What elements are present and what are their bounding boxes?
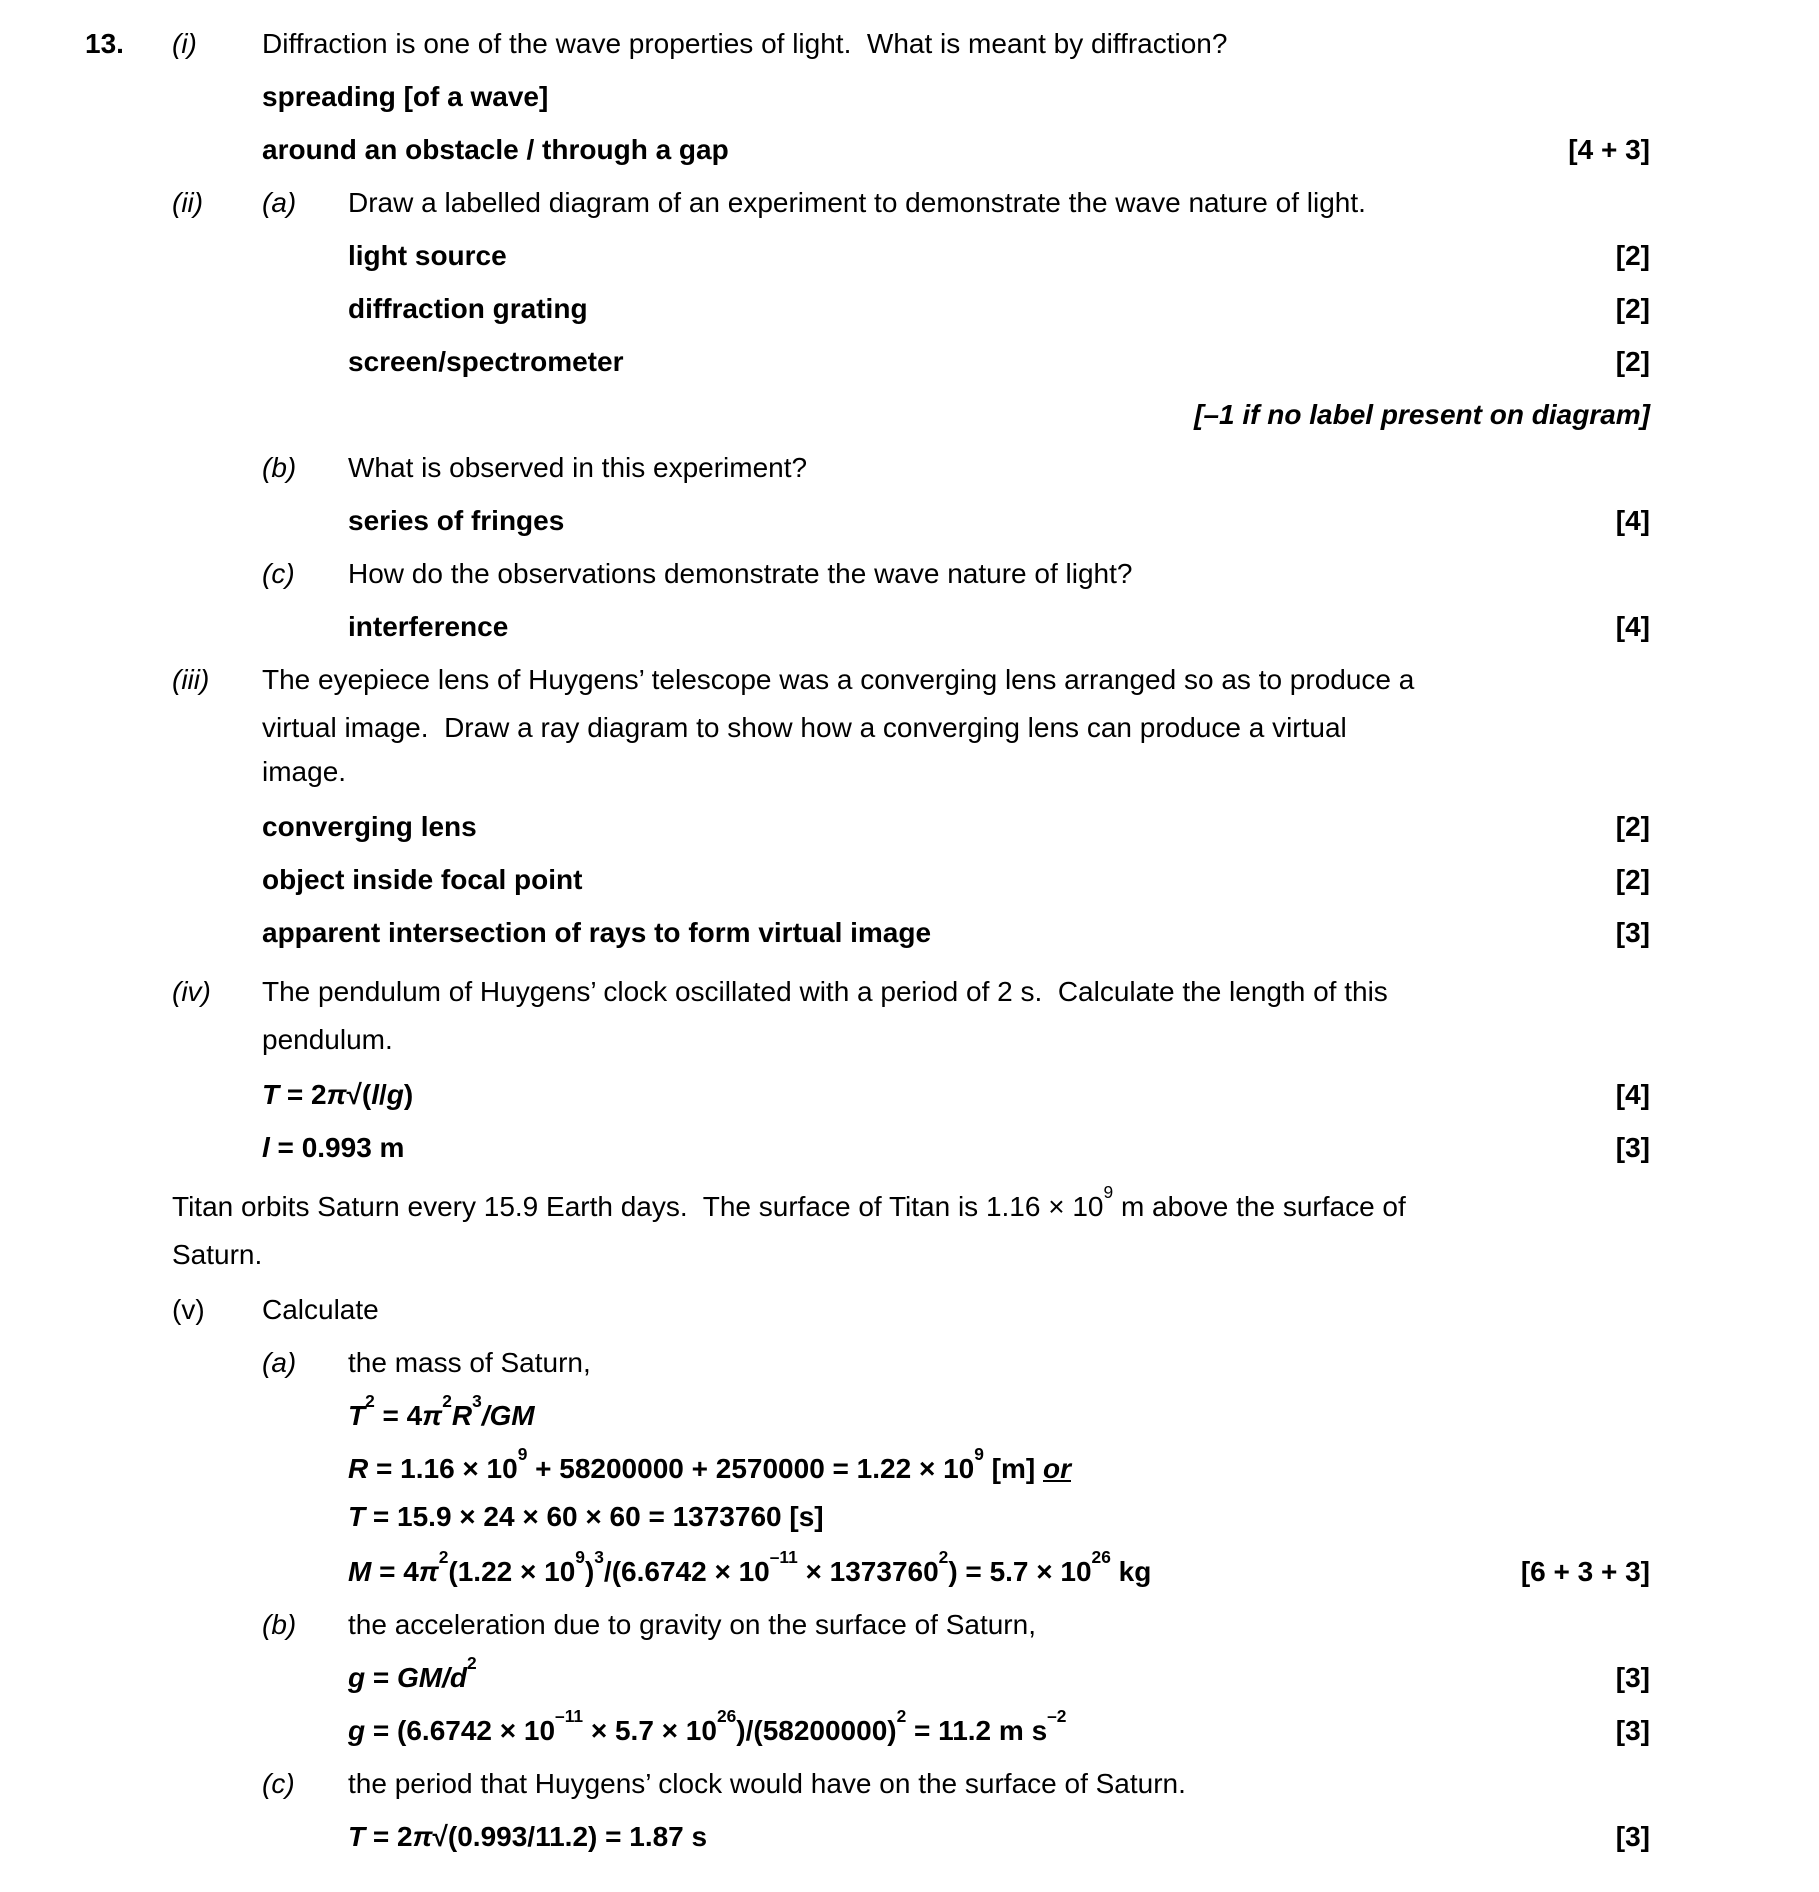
text-segment: [m] [983,1453,1043,1484]
line-text [348,1495,1650,1539]
document-line [85,653,1650,706]
text-segment: ) [584,1556,595,1587]
text-segment: = 2 [279,1079,327,1110]
text-segment: screen/spectrometer [348,346,624,377]
text-segment: d [449,1662,468,1693]
text-segment: = 11.2 m s [906,1715,1048,1746]
text-segment: 2 [938,1546,949,1567]
text-segment: g [348,1715,366,1746]
text-segment: g [386,1079,404,1110]
text-segment: × 5.7 × 10 [583,1715,717,1746]
text-segment: ) = 5.7 × 10 [948,1556,1092,1587]
text-segment: GM [489,1400,535,1431]
text-segment: 2 [442,1390,452,1411]
text-segment: T [262,1079,280,1110]
text-segment: = 4 [371,1556,419,1587]
text-segment: T [348,1821,366,1852]
subpart-label: (b) [262,1609,297,1640]
line-text [348,229,1616,282]
text-segment: g [348,1662,366,1693]
document-line [85,282,1650,335]
document-line [85,388,1650,441]
text-segment: pendulum. [262,1024,393,1055]
document-line [85,1018,1650,1062]
line-text [348,282,1616,335]
line-text [262,800,1616,853]
text-segment: M [348,1556,372,1587]
text-segment: 26 [716,1705,737,1726]
marks-badge: [3] [1615,917,1650,948]
document-line [85,1389,1650,1442]
line-text [262,1068,1616,1121]
text-segment: 9 [517,1443,528,1464]
text-segment: Draw a labelled diagram of an experiment to demonstrate the wave nature of light. [348,187,1366,218]
text-segment: series of fringes [348,505,565,536]
line-text [348,388,1650,441]
document-line [85,1704,1650,1757]
text-segment: 9 [1103,1181,1114,1202]
text-segment: / [442,1662,450,1693]
marks-badge: [3] [1615,1662,1650,1693]
text-segment: or [1043,1453,1071,1484]
line-text [262,1018,1650,1062]
text-segment: spreading [of a wave] [262,81,549,112]
line-text [262,653,1650,706]
subpart-label: (a) [262,1347,297,1378]
marks-badge: [6 + 3 + 3] [1520,1556,1650,1587]
text-segment: = 4 [374,1400,423,1431]
document-line [85,1442,1650,1495]
line-text [348,176,1650,229]
text-segment: 26 [1091,1546,1111,1567]
text-segment: Diffraction is one of the wave properties of light. What is meant by diffraction? [262,28,1228,59]
line-text [348,600,1616,653]
text-segment: 3 [594,1546,604,1567]
text-segment: π [412,1821,433,1852]
marks-badge: [2] [1615,240,1650,271]
text-segment: Titan orbits Saturn every 15.9 Earth days. The surface of Titan is 1.16 × 10 [172,1191,1104,1222]
subpart-label: (b) [262,452,297,483]
text-segment: Saturn. [172,1239,263,1270]
text-segment: π [326,1079,347,1110]
text-segment: The eyepiece lens of Huygens’ telescope was a converging lens arranged so as to produce a [262,664,1415,695]
marks-badge: [4 + 3] [1568,134,1650,165]
document-line [85,229,1650,282]
document-line [85,17,1650,70]
text-segment: kg [1110,1556,1152,1587]
document-line [85,494,1650,547]
text-segment: object inside focal point [262,864,583,895]
line-text [348,1598,1650,1651]
document-line [85,600,1650,653]
line-text [262,1121,1616,1174]
text-segment: T [348,1501,366,1532]
document-line [85,123,1650,176]
marks-badge: [3] [1615,1715,1650,1746]
part-label: (i) [172,28,197,59]
document-line [85,1068,1650,1121]
text-segment: 9 [974,1443,984,1464]
line-text [262,17,1650,70]
document-line [85,1757,1650,1810]
marks-badge: [4] [1615,611,1650,642]
document-line [85,70,1650,123]
document-line [85,1121,1650,1174]
question-number: 13. [85,28,124,59]
text-segment: π [422,1400,443,1431]
document-line [85,1598,1650,1651]
text-segment: R [348,1453,369,1484]
line-text [348,1651,1616,1704]
text-segment: = (6.6742 × 10 [365,1715,556,1746]
text-segment: ) [403,1079,414,1110]
text-segment: –11 [555,1705,584,1726]
marks-badge: [2] [1615,811,1650,842]
line-text [262,706,1650,750]
marks-badge: [3] [1615,1132,1650,1163]
document-line [85,800,1650,853]
text-segment: 9 [575,1546,585,1567]
marks-badge: [2] [1615,346,1650,377]
text-segment: –11 [769,1546,798,1567]
document-line [85,1283,1650,1336]
document-line [85,750,1650,794]
text-segment: √(0.993/11.2) = 1.87 s [432,1821,708,1852]
document-line [85,1495,1650,1539]
line-text [172,1233,1650,1277]
text-segment: = [365,1662,398,1693]
line-text [348,1336,1650,1389]
text-segment: )/(58200000) [736,1715,897,1746]
text-segment: (1.22 × 10 [448,1556,576,1587]
text-segment: around an obstacle / through a gap [262,134,729,165]
document-line [85,965,1650,1018]
text-segment: converging lens [262,811,477,842]
text-segment: R [451,1400,473,1431]
line-text [348,1704,1616,1757]
part-label: (ii) [172,187,204,218]
document-line [85,441,1650,494]
line-text [262,965,1650,1018]
document-line [85,906,1650,959]
line-text [348,1757,1650,1810]
text-segment: apparent intersection of rays to form virtual image [262,917,932,948]
text-segment: = 15.9 × 24 × 60 × 60 = 1373760 [s] [365,1501,824,1532]
marks-badge: [2] [1615,864,1650,895]
text-segment: diffraction grating [348,293,588,324]
text-segment: π [418,1556,439,1587]
text-segment: [–1 if no label present on diagram] [1194,399,1650,430]
subpart-label: (c) [262,1768,295,1799]
text-segment: / [379,1079,387,1110]
marks-badge: [4] [1615,505,1650,536]
document-line [85,706,1650,750]
marks-badge: [3] [1615,1821,1650,1852]
document-line [85,1180,1650,1233]
document-line [85,1545,1650,1598]
line-text [348,335,1616,388]
text-segment: = 1.16 × 10 [368,1453,518,1484]
line-text [262,853,1616,906]
text-segment: l [262,1132,270,1163]
text-segment: image. [262,756,347,787]
text-segment: /(6.6742 × 10 [603,1556,770,1587]
text-segment: = 0.993 m [269,1132,405,1163]
text-segment: √( [346,1079,372,1110]
text-segment: light source [348,240,507,271]
line-text [348,1442,1650,1495]
line-text [262,750,1650,794]
line-text [348,441,1650,494]
line-text [348,1389,1650,1442]
text-segment: interference [348,611,509,642]
text-segment: the period that Huygens’ clock would have on the surface of Saturn. [348,1768,1186,1799]
subpart-label: (c) [262,558,295,589]
text-segment: the acceleration due to gravity on the surface of Saturn, [348,1609,1036,1640]
text-segment: –2 [1047,1705,1067,1726]
text-segment: = 2 [365,1821,413,1852]
marks-badge: [4] [1615,1079,1650,1110]
line-text [262,906,1616,959]
line-text [172,1180,1650,1233]
line-text [348,1545,1521,1598]
subpart-label: (a) [262,187,297,218]
text-segment: + 58200000 + 2570000 = 1.22 × 10 [527,1453,975,1484]
document-line [85,335,1650,388]
line-text [262,123,1568,176]
text-segment: 2 [365,1390,375,1411]
marks-badge: [2] [1615,293,1650,324]
text-segment: × 1373760 [797,1556,939,1587]
document-line [85,1233,1650,1277]
text-segment: GM [397,1662,443,1693]
part-label: (v) [172,1294,205,1325]
text-segment: 2 [896,1705,907,1726]
text-segment: Calculate [262,1294,379,1325]
line-text [262,1283,1650,1336]
text-segment: the mass of Saturn, [348,1347,591,1378]
text-segment: virtual image. Draw a ray diagram to show how a converging lens can produce a virtual [262,712,1347,743]
document-line [85,176,1650,229]
line-text [348,547,1650,600]
text-segment: 2 [438,1546,449,1567]
document-line [85,1810,1650,1863]
part-label: (iii) [172,664,210,695]
text-segment: T [348,1400,366,1431]
text-segment: m above the surface of [1113,1191,1406,1222]
text-segment: 2 [467,1652,477,1673]
document-lines-container [85,17,1650,1863]
text-segment: / [481,1400,490,1431]
part-label: (iv) [172,976,211,1007]
text-segment: The pendulum of Huygens’ clock oscillated with a period of 2 s. Calculate the length of this [262,976,1388,1007]
text-segment: l [371,1079,380,1110]
text-segment: How do the observations demonstrate the wave nature of light? [348,558,1133,589]
line-text [262,70,1650,123]
document-line [85,1336,1650,1389]
line-text [348,494,1616,547]
text-segment: What is observed in this experiment? [348,452,808,483]
document-line [85,1651,1650,1704]
line-text [348,1810,1616,1863]
text-segment: 3 [472,1390,482,1411]
document-line [85,853,1650,906]
document-line [85,547,1650,600]
